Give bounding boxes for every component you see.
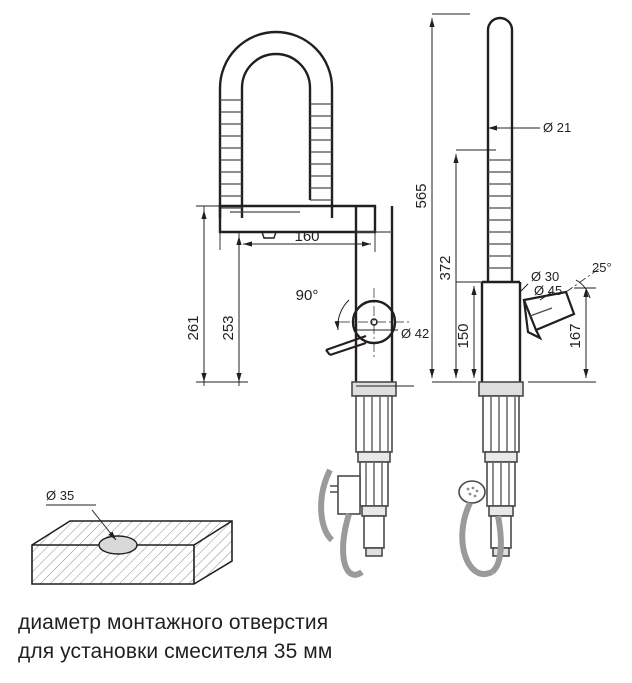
dim-total-height: 261 xyxy=(185,315,202,341)
countertop-view xyxy=(32,505,232,584)
dim-spout-height: 253 xyxy=(220,315,237,341)
side-view-under-counter xyxy=(459,382,523,574)
caption-line-1: диаметр монтажного отверстия xyxy=(18,611,329,634)
dim-base-height: 150 xyxy=(455,323,472,349)
dim-full-height: 565 xyxy=(413,183,430,209)
dim-body-diameter: Ø 42 xyxy=(401,326,430,341)
dim-hose-diameter: Ø 21 xyxy=(543,120,572,135)
dim-spring-height: 372 xyxy=(437,255,454,281)
dim-spray-reach: 167 xyxy=(567,323,584,349)
dim-handle-angle: 90° xyxy=(295,287,319,304)
side-view-geometry xyxy=(482,18,574,382)
dim-spray-head-diameter: Ø 30 xyxy=(531,269,560,284)
dim-spout-reach: 160 xyxy=(294,228,320,245)
dim-mounting-hole: Ø 35 xyxy=(46,488,75,503)
caption-block xyxy=(18,608,618,666)
dim-spray-head-width: Ø 45 xyxy=(534,283,563,298)
front-view-under-counter xyxy=(321,382,396,575)
caption-line-2: для установки смесителя 35 мм xyxy=(18,640,333,663)
dim-spray-angle: 25° xyxy=(592,260,612,275)
